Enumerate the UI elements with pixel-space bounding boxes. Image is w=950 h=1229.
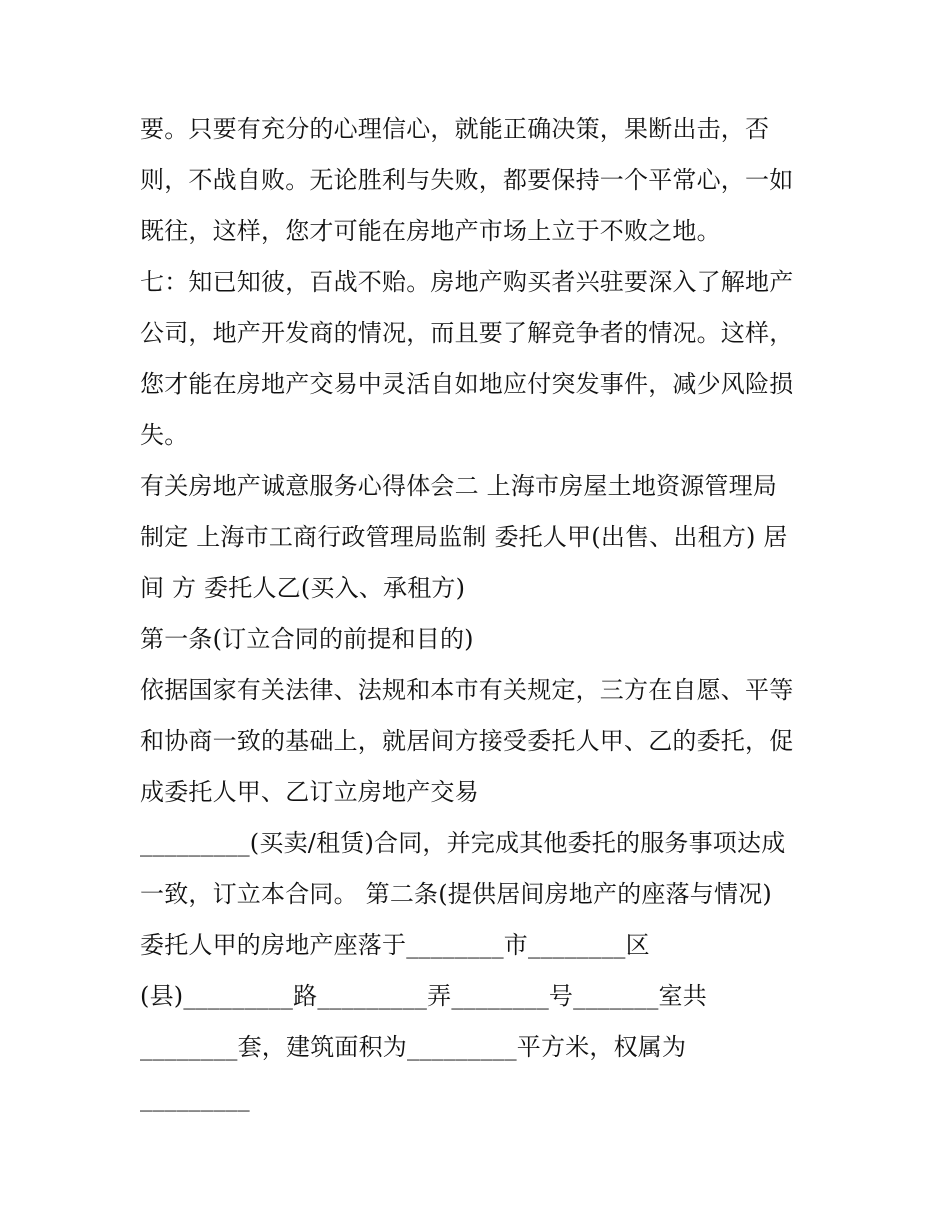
document-body: [140, 104, 820, 1124]
text-line: 七：知已知彼，百战不贻。房地产购买者兴驻要深入了解地产: [140, 268, 794, 296]
text-line: 既往，这样，您才可能在房地产市场上立于不败之地。: [140, 217, 721, 245]
text-line: 则，不战自败。无论胜利与失败，都要保持一个平常心，一如: [140, 166, 794, 194]
text-line: 委托人甲的房地产座落于________市________区: [140, 931, 650, 959]
text-line: 和协商一致的基础上，就居间方接受委托人甲、乙的委托，促: [140, 727, 794, 755]
text-line: 公司，地产开发商的情况，而且要了解竞争者的情况。这样，: [140, 319, 794, 347]
text-line: 一致，订立本合同。 第二条(提供居间房地产的座落与情况): [140, 880, 772, 908]
text-line: _________(买卖/租赁)合同，并完成其他委托的服务事项达成: [140, 829, 786, 857]
text-line: 失。: [140, 421, 189, 449]
text-line: 依据国家有关法律、法规和本市有关规定，三方在自愿、平等: [140, 676, 794, 704]
article-heading-line: 第一条(订立合同的前提和目的): [140, 625, 474, 653]
text-line: ________套，建筑面积为_________平方米，权属为: [140, 1033, 687, 1061]
section-heading-line: 有关房地产诚意服务心得体会二 上海市房屋土地资源管理局: [140, 472, 778, 500]
text-line: 制定 上海市工商行政管理局监制 委托人甲(出售、出租方) 居: [140, 523, 788, 551]
text-line: 要。只要有充分的心理信心，就能正确决策，果断出击，否: [140, 115, 770, 143]
text-line: 成委托人甲、乙订立房地产交易: [140, 778, 479, 806]
text-line: 间 方 委托人乙(买入、承租方): [140, 574, 466, 602]
text-line: 您才能在房地产交易中灵活自如地应付突发事件，减少风险损: [140, 370, 794, 398]
text-line: (县)_________路_________弄________号_______室共: [140, 982, 707, 1010]
text-line: _________: [140, 1084, 250, 1112]
